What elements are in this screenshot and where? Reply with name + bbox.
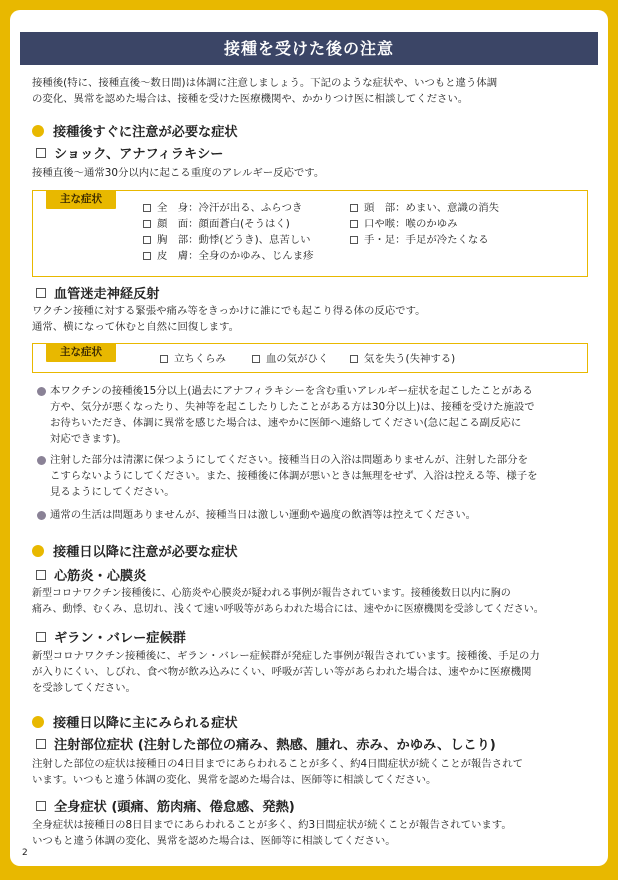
symptom-text: 気を失う(失神する) — [364, 353, 456, 365]
note-text: お待ちいただき、体調に異常を感じた場合は、速やかに医師へ連絡してください(急に起こる副反応に — [50, 417, 522, 429]
shock-title: ショック、アナフィラキシー — [54, 147, 224, 162]
checkbox-icon — [350, 355, 358, 363]
checkbox-icon — [252, 355, 260, 363]
systemic-title: 全身症状 (頭痛、筋肉痛、倦怠感、発熱) — [54, 800, 295, 815]
gbs-desc: を受診してください。 — [32, 682, 136, 694]
symptom-item — [252, 351, 328, 367]
note-text: 対応できます)。 — [50, 433, 127, 445]
bullet-dot-icon — [32, 545, 44, 557]
page — [10, 10, 608, 866]
note-text: 注射した部分は清潔に保つようにしてください。接種当日の入浴は問題ありませんが、注射した部分を — [50, 454, 528, 466]
vaso-box-label: 主な症状 — [46, 343, 116, 362]
symptom-text: 胸 部：動悸(どうき)、息苦しい — [157, 234, 311, 246]
bullet-dot-icon — [32, 125, 44, 137]
checkbox-icon — [36, 739, 46, 749]
symptom-item — [350, 216, 458, 232]
vaso-title: 血管迷走神経反射 — [54, 287, 160, 302]
section2-heading — [32, 541, 238, 560]
note-text: 方や、気分が悪くなったり、失神等を起こしたりしたことがある方は30分以上)は、接種を受けた施設で — [50, 401, 535, 413]
section2-heading-text: 接種日以降に注意が必要な症状 — [53, 545, 238, 560]
local-title: 注射部位症状 (注射した部位の痛み、熱感、腫れ、赤み、かゆみ、しこり) — [54, 738, 496, 753]
local-desc: います。いつもと違う体調の変化、異常を認めた場合は、医師等に相談してください。 — [32, 774, 437, 786]
checkbox-icon — [160, 355, 168, 363]
symptom-item — [143, 200, 302, 216]
note-text: 本ワクチンの接種後15分以上(過去にアナフィラキシーを含む重いアレルギー症状を起こしたことがある — [50, 385, 533, 397]
section1-heading-text: 接種後すぐに注意が必要な症状 — [53, 125, 238, 140]
page-number: 2 — [22, 848, 28, 858]
vaso-desc-1: ワクチン接種に対する緊張や痛み等をきっかけに誰にでも起こり得る体の反応です。 — [32, 305, 426, 317]
note-bullet-icon — [37, 511, 46, 520]
shock-heading — [36, 143, 223, 162]
gbs-desc: 新型コロナワクチン接種後に、ギラン・バレー症候群が発症した事例が報告されています。接種後、手足の力 — [32, 650, 540, 662]
checkbox-icon — [143, 204, 151, 212]
checkbox-icon — [36, 632, 46, 642]
symptom-item — [143, 216, 290, 232]
checkbox-icon — [36, 570, 46, 580]
symptom-item — [160, 351, 226, 367]
note-bullet-icon — [37, 456, 46, 465]
symptom-item — [350, 232, 489, 248]
note-bullet-icon — [37, 387, 46, 396]
symptom-text: 立ちくらみ — [174, 353, 226, 365]
shock-box-label: 主な症状 — [46, 190, 116, 209]
note-text: 見るようにしてください。 — [50, 486, 175, 498]
checkbox-icon — [143, 252, 151, 260]
symptom-item — [143, 232, 311, 248]
vaso-heading — [36, 283, 160, 302]
intro-line-2: の変化、異常を認めた場合は、接種を受けた医療機関や、かかりつけ医に相談してください。 — [32, 93, 469, 105]
section3-heading — [32, 712, 238, 731]
gbs-title: ギラン・バレー症候群 — [54, 631, 186, 646]
checkbox-icon — [350, 220, 358, 228]
intro-line-1: 接種後(特に、接種直後〜数日間)は体調に注意しましょう。下記のような症状や、いつもと違う体調 — [32, 77, 498, 89]
symptom-text: 口や喉：喉のかゆみ — [364, 218, 458, 230]
checkbox-icon — [36, 288, 46, 298]
local-heading — [36, 734, 496, 753]
symptom-item — [350, 200, 499, 216]
myo-desc: 痛み、動悸、むくみ、息切れ、浅くて速い呼吸等があらわれた場合には、速やかに医療機関を受診してください。 — [32, 604, 544, 615]
myo-desc: 新型コロナワクチン接種後に、心筋炎や心膜炎が疑われる事例が報告されています。接種後数日以内に胸の — [32, 588, 511, 599]
systemic-desc: いつもと違う体調の変化、異常を認めた場合は、医師等に相談してください。 — [32, 835, 396, 847]
checkbox-icon — [36, 148, 46, 158]
myo-title: 心筋炎・心膜炎 — [54, 569, 147, 584]
gbs-heading — [36, 627, 186, 646]
systemic-desc: 全身症状は接種日の8日目までにあらわれることが多く、約3日間症状が続くことが報告されています。 — [32, 819, 512, 831]
section3-heading-text: 接種日以降に主にみられる症状 — [53, 716, 238, 731]
checkbox-icon — [143, 236, 151, 244]
systemic-heading — [36, 796, 295, 815]
checkbox-icon — [350, 204, 358, 212]
gbs-desc: が入りにくい、しびれ、食べ物が飲み込みにくい、呼吸が苦しい等があらわれた場合は、速やかに医療機関 — [32, 666, 532, 678]
note-text: 通常の生活は問題ありませんが、接種当日は激しい運動や過度の飲酒等は控えてください。 — [50, 509, 477, 521]
checkbox-icon — [350, 236, 358, 244]
vaso-desc-2: 通常、横になって休むと自然に回復します。 — [32, 321, 239, 333]
symptom-text: 皮 膚：全身のかゆみ、じんま疹 — [157, 250, 314, 262]
checkbox-icon — [36, 801, 46, 811]
symptom-text: 血の気がひく — [266, 353, 329, 365]
myo-heading — [36, 565, 146, 584]
local-desc: 注射した部位の症状は接種日の4日目までにあらわれることが多く、約4日間症状が続くことが報告されて — [32, 758, 523, 770]
note-text: こすらないようにしてください。また、接種後に体調が悪いときは無理をせず、入浴は控える等、様子を — [50, 470, 538, 482]
symptom-text: 顔 面：顔面蒼白(そうはく) — [157, 218, 290, 230]
shock-desc: 接種直後〜通常30分以内に起こる重度のアレルギー反応です。 — [32, 167, 325, 179]
page-title: 接種を受けた後の注意 — [20, 32, 598, 65]
bullet-dot-icon — [32, 716, 44, 728]
checkbox-icon — [143, 220, 151, 228]
symptom-item — [350, 351, 455, 367]
symptom-text: 頭 部：めまい、意識の消失 — [364, 202, 500, 214]
symptom-text: 全 身：冷汗が出る、ふらつき — [157, 202, 303, 214]
symptom-item — [143, 248, 313, 264]
symptom-text: 手・足：手足が冷たくなる — [364, 234, 489, 246]
section1-heading — [32, 121, 238, 140]
